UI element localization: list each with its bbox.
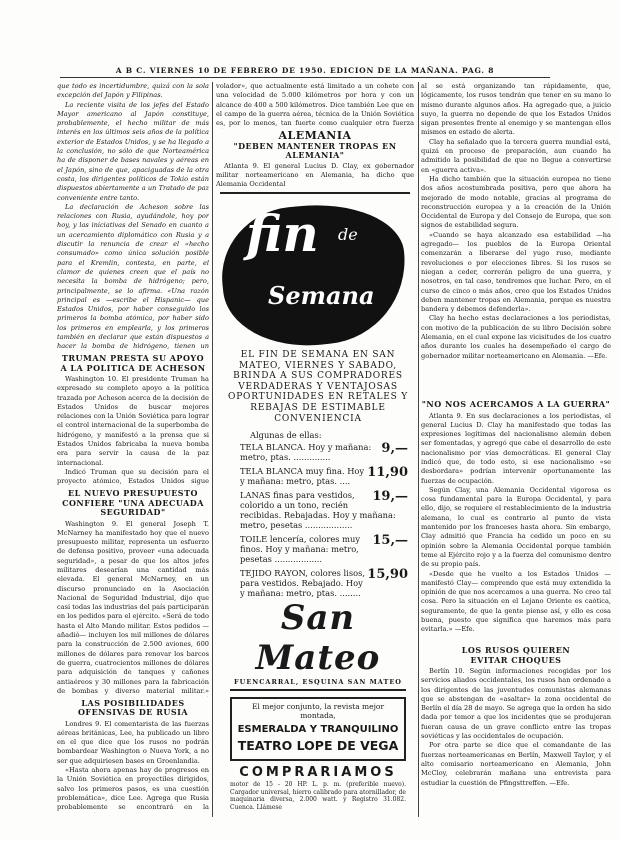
item-text: TEJIDO RAYON, colores lisos, para vestidos. Rebajado. Hoy y mañana: metro, ptas. ........: [240, 568, 365, 599]
ad-logo-semana: Semana: [268, 281, 375, 310]
ad-brand-logo: San Mateo: [255, 598, 381, 679]
paragraph: Washington 9. El general Joseph T. McNarney ha manifestado hoy que el nuevo presupuesto militar, representa un esfuerzo de defensa positivo, proveer «una adecuada seguridad», a pesar de que los altos jefes militares desearían una cantidad más elevada. El general McNarney, en un discurso pronunciado en la Asociación Nacional de Seguridad Industrial, dijo que casi todas las industrias del país participarán en los pedidos para el ejército. «Será de todo hasta el Alto Mando militar. Estos pedidos —añadió— incluyen los mil millones de dólares para la construcción de 2.500 aviones, 600 millones de dólares para renovar los barcos de guerra, cuatrocientos millones de dólares para adquisición de tanques y cañones antiaéreos y 30 millones para la fabricación de bombas y diverso material militar.»: [57, 519, 209, 695]
paragraph: Atlanta 9. En sus declaraciones a los periodistas, el general Lucius D. Clay ha manifestado que todas las expresiones legítimas del nacionalismo alemán deben ser fomentadas, y agregó que cabe el desarrollo de este nacionalismo por vías democráticas. El general Clay indicó que, de todo esto, si ese nacionalismo «se desbordara» podrían intervenir oportunamente las fuerzas de ocupación.: [421, 411, 611, 485]
classified-title: COMPRARIAMOS: [239, 765, 397, 781]
headline-presupuesto: EL NUEVO PRESUPUESTO CONFIERE "UNA ADECUADA SEGURIDAD": [62, 488, 204, 517]
paragraph: que todo es incertidumbre, quizá con la sola excepción del Japón y Filipinas.: [57, 82, 209, 100]
article-alemania-text: [216, 162, 414, 190]
ad-item: [240, 442, 408, 462]
paragraph: Berlín 10. Según informaciones recogidas por los servicios aliados occidentales, los rusos han ordenado a los dirigentes de las juventudes comunistas alemanas que se abstengan de «asaltar» la zona occidental de Berlín el día 28 de mayo. Se agrega que la orden ha sido dada por temor a que los incidentes que se produjeran fueran causa de un grave conflicto entre las tropas soviéticas y las occidentales de ocupación.: [421, 667, 611, 741]
classified-body: motor de 15 - 20 HP. L. p. m. (preferible nuevo). Cargador universal, hierro calibrado para atornillador, de maquinaria diversa, 2.000 watt. y Registro 31.082. Cuenca. Llámese: [230, 781, 406, 811]
section-heading-alemania: ALEMANIA: [278, 128, 352, 142]
item-price: 11,90: [367, 466, 408, 481]
theater-show: ESMERALDA Y TRANQUILINO: [237, 724, 399, 736]
item-price: 15,90: [367, 568, 408, 583]
article-presupuesto-text: [57, 520, 209, 697]
headline-tropas: "DEBEN MANTENER TROPAS EN ALEMANIA": [233, 140, 397, 160]
paragraph: Washington 10. El presidente Truman ha expresado su completo apoyo a la política trazada por Acheson acerca de la decisión de Estados Unidos de buscar mejores relaciones con la Unión Soviética para lograr el control internacional de la superbomba de hidrógeno, y manifestó a la prensa que si Estados Unidos fabricaba la nueva bomba era para servir la causa de la paz internacional.: [57, 375, 209, 467]
paragraph: Indicó Truman que su decisión para el proyecto atómico, Estados Unidos sigue: [57, 467, 209, 486]
ad-item-list: [240, 442, 408, 598]
headline-rusia: LAS POSIBILIDADES OFENSIVAS DE RUSIA: [77, 697, 189, 717]
ad-address: FUENCARRAL, ESQUINA SAN MATEO: [230, 678, 406, 691]
paragraph: Según Clay, una Alemania Occidental vigorosa es cosa fundamental para la Europa Occidental, y para ello, dijo, se requiere el restablecimiento de la industria alemana, lo cual es contrario al punto de vista mantenido por los franceses hasta ahora. Sin embargo, Clay admitió que Francia ha cedido un poco en su opinión sobre la Alemania Occidental porque también teme al Ejército rojo y a la fuerza del comunismo dentro de su propio país.: [421, 485, 611, 569]
ad-item: [240, 466, 408, 486]
headline-truman: TRUMAN PRESTA SU APOYO A LA POLITICA DE ACHESON: [60, 353, 206, 373]
middle-column-ads: [226, 350, 410, 816]
ad-logo-de: de: [338, 225, 358, 244]
paragraph: Londres 9. El comentarista de las fuerzas aéreas británicas, Lee, ha publicado un libro en el que dice que los rusos no podrán bombardear Washington o Nueva York, a no ser que adquiriesen bases en Groenlandia.: [57, 719, 209, 765]
paragraph: al se está organizando tan rápidamente, que, lógicamente, los rusos tendrán que tener en su mano lo mismo durante algunos años. Ha agregado que, a juicio suyo, la guerra no depende de que los Estados Unidos sigan presentes frente al enemigo y se mantengan ellos mismos en estado de alerta.: [421, 82, 611, 137]
left-column: [57, 82, 209, 816]
item-text: TELA BLANCA muy fina. Hoy y mañana: metro, ptas. ....: [240, 466, 365, 487]
column-divider: [418, 82, 419, 817]
paragraph: Atlanta 9. El general Lucius D. Clay, ex gobernador militar norteamericano en Alemania, ha dicho que Alemania Occidental: [216, 161, 414, 189]
article-truman-text: [57, 375, 209, 487]
paragraph: «Cuando se haya alcanzado esa estabilidad —ha agregado— los pueblos de la Europa Oriental comenzarán a liberarse del yugo ruso, mediante revoluciones o por elecciones libres. Si los rusos se niegan a ceder, correrán peligro de una guerra, y nosotros, en tal caso, tendremos que luchar. Pero, en el curso de cinco o más años, creo que los Estados Unidos deben mantener tropas en Alemania, porque es nuestra bandera y debemos defenderla».: [421, 230, 611, 314]
headline-rusos: LOS RUSOS QUIEREN EVITAR CHOQUES: [461, 645, 571, 665]
item-text: TELA BLANCA. Hoy y mañana: metro, ptas. ..............: [240, 442, 372, 463]
paragraph: volador», que actualmente está limitado a un cohete con una velocidad de 5.000 kilómetros por hora y con un alcance de 400 a 500 kilómetros. Dice también Lee que en el campo de la guerra aérea, técnica de la Unión Soviética es, por lo menos, tan fuerte como cualquier otra fuerza: [216, 82, 414, 128]
ad-intro: Algunas de ellas:: [250, 430, 322, 441]
paragraph: La declaración de Acheson sobre las relaciones con Rusia, ayudándole, hoy por hoy, y las iniciativas del Senado en cuanto a un acercamiento diplomático con Rusia y a discutir la renuncia de crear el «hecho consumado» como única solución posible para el Kremlin, contesta, en parte, el clamor de quienes creen que el país no necesita la bomba de hidrógeno; pero, principalmente, se lo afirma. «Una razón principal es —escribe el Hispanic— que Estados Unidos, por haber conseguido los primeros la bomba atómica, por haber sido los primeros en emplearla, y los primeros también en declarar que están dispuestos a hacer la bomba de hidrógeno, tienen un: [57, 202, 209, 351]
middle-column-top: [216, 82, 414, 202]
page-header: A B C. VIERNES 10 DE FEBRERO DE 1950. EDICION DE LA MAÑANA. PAG. 8: [60, 66, 550, 78]
divider: [220, 192, 410, 194]
column-divider: [212, 82, 213, 817]
ad-logo-fin: fin: [246, 204, 319, 263]
item-price: 19,—: [372, 490, 408, 505]
theater-venue: TEATRO LOPE DE VEGA: [237, 738, 399, 754]
paragraph: Ha dicho también que la situación europea no tiene dos años acostumbrada positiva, pero que ahora ha mejorado de modo notable, gracias al programa de reconstrucción europea y a la creación de la Unión Occidental de Europa y del Consejo de Europa, que son signos de estabilidad segura.: [421, 174, 611, 230]
right-column: [421, 82, 611, 816]
item-text: TOILE lencería, colores muy finos. Hoy y mañana: metro, pesetas ..................: [240, 534, 361, 565]
article-japan-text: [57, 82, 209, 352]
paragraph: Clay ha señalado que la tercera guerra mundial está, quizá en proceso de preparación, aun cuando ha admitido la posibilidad de que no llegue a convertirse en «guerra activa».: [421, 137, 611, 174]
paragraph: «Hasta ahora apenas hay de progresos en la Unión Soviética en proyectiles dirigidos, salvo los primeros pasos, es una cuestión problemática», dice Lee. Agrega que Rusia probablemente se encontrará en la: [57, 765, 209, 812]
paragraph: La reciente visita de los jefes del Estado Mayor americano al Japón constituye, probablemente, el hecho militar de más interés en los últimos seis años de la política exterior de Estados Unidos, y se ha llegado a la conclusión, no sólo de que Norteamérica ha de disponer de bases navales y aéreas en el Japón, sino de que, apaciguadas de la otra costa, los dirigentes políticos de Tokio están dispuestos abiertamente a un Tratado de paz conveniente entre tanto.: [57, 100, 209, 202]
item-price: 9,—: [381, 442, 408, 457]
article-rusia-text: [57, 720, 209, 813]
theater-ad: [230, 697, 406, 761]
item-text: LANAS finas para vestidos, colorido a un tono, recién recibidas. Rebajadas. Hoy y mañana: metro, pesetas ..................: [240, 490, 396, 531]
ad-item: [240, 490, 408, 530]
headline-no-guerra: "NO NOS ACERCAMOS A LA GUERRA": [421, 399, 611, 409]
item-price: 15,—: [372, 534, 408, 549]
paragraph: «Desde que he vuelto a los Estados Unidos —manifestó Clay— comprendo que está muy extendida la opinión de que nos acercamos a una guerra. No creo tal cosa. Pero la situación en el Lejano Oriente es caótica, seguramente, de que la gente piense así, y ello es cosa buena, puesto que significa que haremos más para evitarla.» —Efe.: [421, 569, 611, 634]
article-continued-text: [216, 82, 414, 129]
article-rusos-text: [421, 667, 611, 797]
ad-item: [240, 534, 408, 564]
ad-headline: EL FIN DE SEMANA EN SAN MATEO, VIERNES Y SABADO, BRINDA A SUS COMPRADORES VERDADERAS Y VENTAJOSAS OPORTUNIDADES EN RETALES Y REBAJAS DE ESTIMABLE CONVENIENCIA: [228, 350, 408, 424]
article-no-guerra-text: [421, 412, 611, 645]
paragraph: Clay ha hecho estas declaraciones a los periodistas, con motivo de la publicación de su libro Decisión sobre Alemania, en el cual expone las vicisitudes de los cuatro años durante los cuales ha desempeñado el cargo de gobernador militar norteamericano en Alemania. —Efe.: [421, 314, 611, 360]
theater-tagline: El mejor conjunto, la revista mejor montada,: [251, 702, 385, 721]
paragraph: Por otra parte se dice que el comandante de las fuerzas norteamericanas en Berlín, Maxwell Taylor, y el alto comisario norteamericano en Alemania, John McCloy, celebrarán mañana una entrevista para estudiar la cuestión de Pfingsttreffen. —Efe.: [421, 741, 611, 787]
article-clay-text: [421, 82, 611, 398]
ad-item: [240, 568, 408, 598]
